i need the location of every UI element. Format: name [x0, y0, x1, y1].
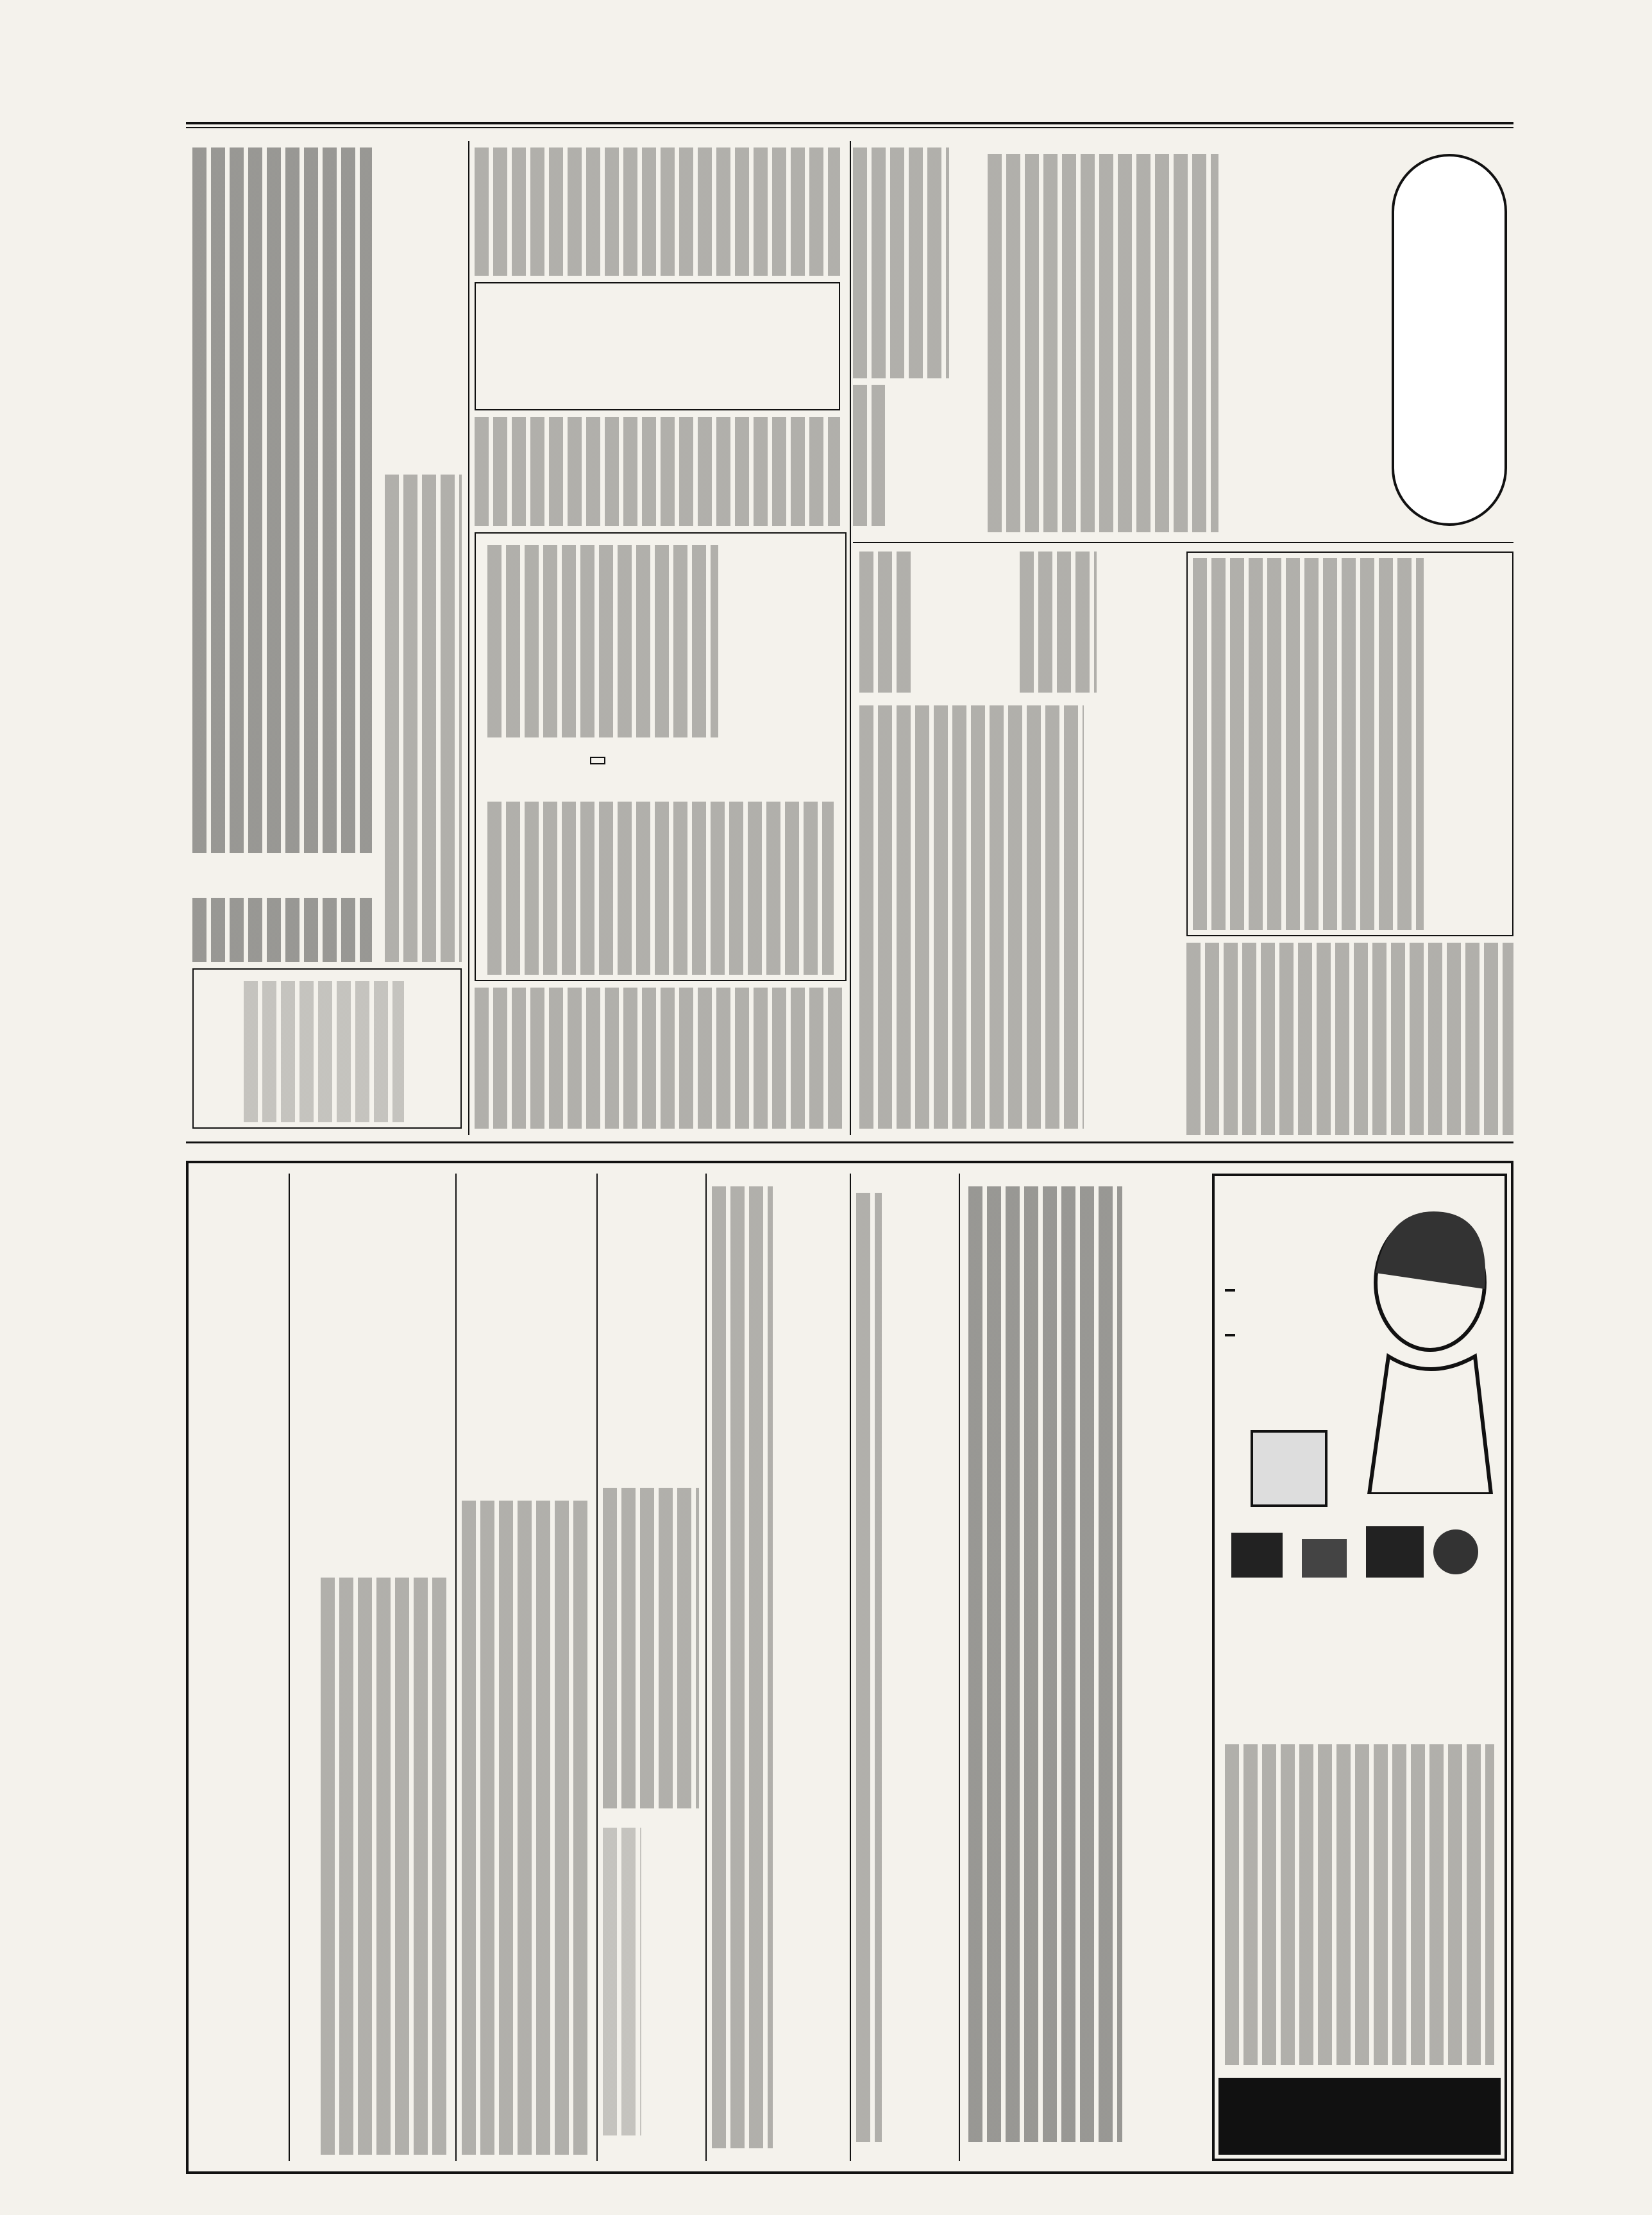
section-banner	[1392, 154, 1507, 526]
masthead	[244, 72, 1501, 117]
school-style	[590, 757, 605, 764]
